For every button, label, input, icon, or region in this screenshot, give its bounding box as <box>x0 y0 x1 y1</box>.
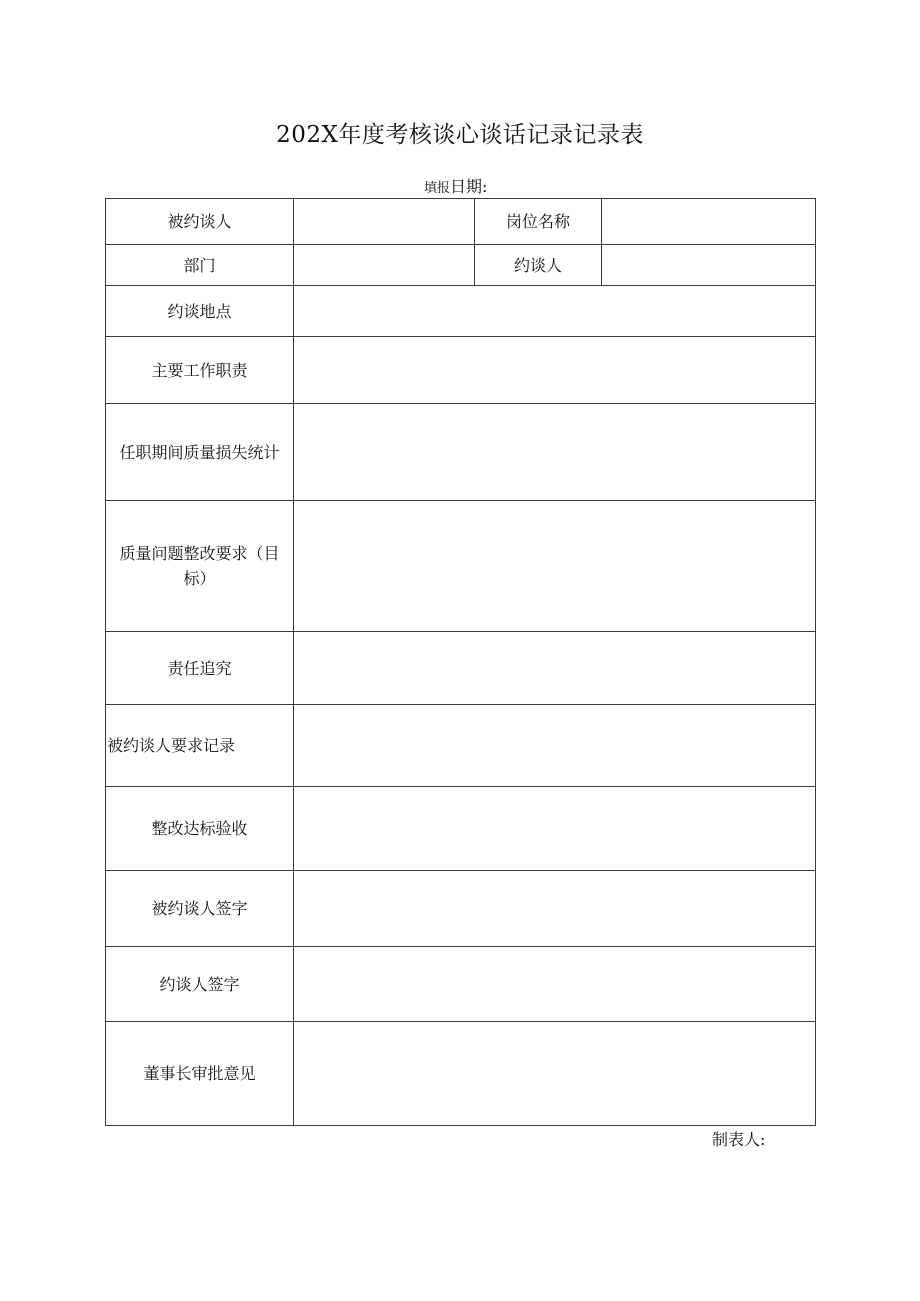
rectification-label: 质量问题整改要求（目标） <box>106 501 294 632</box>
table-row <box>106 947 816 1022</box>
interviewer-sign-label: 约谈人签字 <box>106 947 294 1022</box>
table-maker-label: 制表人: <box>712 1130 766 1149</box>
accountability-label: 责任追究 <box>106 632 294 705</box>
location-field[interactable] <box>294 286 816 337</box>
rectification-field[interactable] <box>294 501 816 632</box>
table-row <box>106 705 816 787</box>
interviewer-label: 约谈人 <box>475 245 602 286</box>
acceptance-field[interactable] <box>294 787 816 871</box>
interviewee-request-field[interactable] <box>294 705 816 787</box>
interviewee-label: 被约谈人 <box>106 199 294 245</box>
table-row <box>106 501 816 632</box>
page-title: 202X年度考核谈心谈话记录记录表 <box>276 122 644 148</box>
department-label: 部门 <box>106 245 294 286</box>
quality-loss-field[interactable] <box>294 404 816 501</box>
position-field[interactable] <box>602 199 816 245</box>
interviewer-sign-field[interactable] <box>294 947 816 1022</box>
table-row <box>106 404 816 501</box>
quality-loss-label: 任职期间质量损失统计 <box>106 404 294 501</box>
table-row <box>106 245 816 286</box>
position-label: 岗位名称 <box>475 199 602 245</box>
location-label: 约谈地点 <box>106 286 294 337</box>
fill-date-text: 日期: <box>450 177 488 196</box>
table-row <box>106 632 816 705</box>
interviewee-field[interactable] <box>294 199 475 245</box>
accountability-field[interactable] <box>294 632 816 705</box>
fill-date-prefix: 填报 <box>424 181 451 196</box>
interviewee-sign-field[interactable] <box>294 871 816 947</box>
interviewee-sign-label: 被约谈人签字 <box>106 871 294 947</box>
interview-record-table <box>105 198 816 1126</box>
interviewee-request-label: 被约谈人要求记录 <box>106 705 294 787</box>
chairman-opinion-label: 董事长审批意见 <box>106 1022 294 1126</box>
table-row <box>106 787 816 871</box>
table-row <box>106 337 816 404</box>
chairman-opinion-field[interactable] <box>294 1022 816 1126</box>
duties-label: 主要工作职责 <box>106 337 294 404</box>
acceptance-label: 整改达标验收 <box>106 787 294 871</box>
duties-field[interactable] <box>294 337 816 404</box>
table-row <box>106 286 816 337</box>
interviewer-field[interactable] <box>602 245 816 286</box>
table-row <box>106 871 816 947</box>
department-field[interactable] <box>294 245 475 286</box>
table-row <box>106 199 816 245</box>
table-row <box>106 1022 816 1126</box>
fill-date-label <box>424 177 487 199</box>
